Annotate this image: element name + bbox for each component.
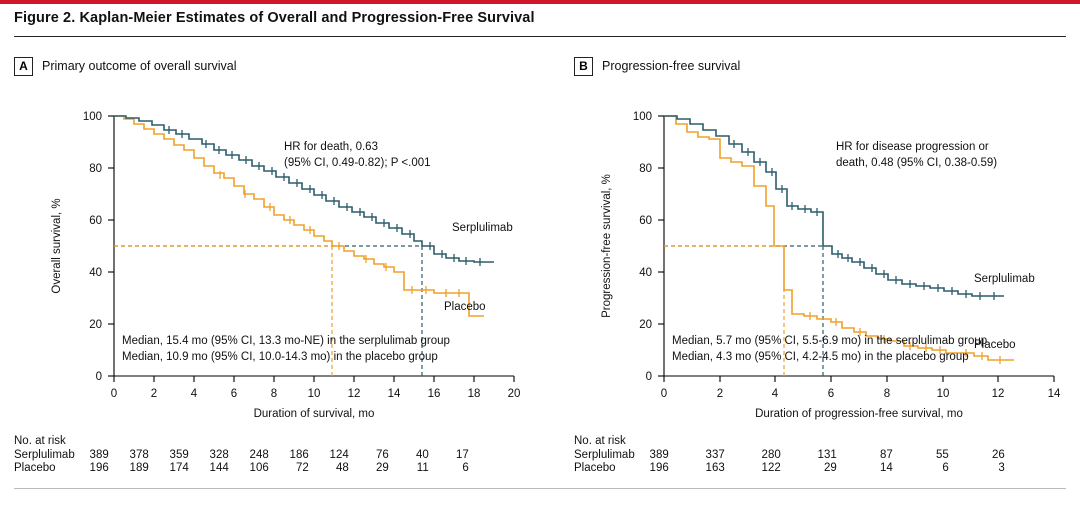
panel-a-letter: A [14,57,33,76]
panel-a-hr-line2: (95% CI, 0.49-0.82); P <.001 [284,157,431,169]
svg-text:10: 10 [307,388,321,400]
svg-text:Duration of progression-free s: Duration of progression-free survival, mo [755,408,963,420]
panel-a-y-axis [51,111,114,383]
panel-b-label: Progression-free survival [602,59,741,73]
svg-text:0: 0 [110,388,118,400]
panel-a-label: Primary outcome of overall survival [42,59,237,73]
risk-cell: 11 [416,462,429,474]
risk-row-label: Placebo [574,462,616,474]
panel-b-plot [574,76,1074,436]
panel-b-letter: B [574,57,593,76]
risk-cell: 17 [455,449,469,461]
svg-text:80: 80 [639,163,652,175]
panel-b-hr-line1: HR for disease progression or [836,141,989,153]
panel-b-risk-table [574,435,1074,475]
panel-b-median-line2: Median, 4.3 mo (95% CI, 4.2-4.5 mo) in the placebo group [672,351,969,363]
panel-b-serplulimab-label: Serplulimab [974,273,1035,285]
panel-a-median-line2: Median, 10.9 mo (95% CI, 10.0-14.3 mo) in the placebo group [122,351,438,363]
risk-cell: 196 [89,462,109,474]
risk-cell: 328 [209,449,229,461]
figure-title: Figure 2. Kaplan-Meier Estimates of Overall and Progression-Free Survival [14,10,535,26]
svg-text:6: 6 [827,388,835,400]
panel-b-x-axis [661,376,1061,420]
risk-cell: 87 [879,449,893,461]
svg-text:12: 12 [347,388,361,400]
panel-a-risk-title: No. at risk [14,435,66,447]
risk-cell: 389 [649,449,669,461]
risk-cell: 48 [335,462,349,474]
panel-a-risk-table [14,435,554,475]
panel-b-svg [574,76,1074,436]
svg-text:2: 2 [716,388,724,400]
table-row [574,462,1005,475]
panel-a-hr-line1: HR for death, 0.63 [284,141,378,153]
svg-text:Progression-free survival, %: Progression-free survival, % [601,174,613,318]
svg-text:80: 80 [89,163,102,175]
risk-cell: 72 [295,462,309,474]
risk-cell: 14 [879,462,893,474]
panel-b-risk-title: No. at risk [574,435,626,447]
risk-cell: 359 [169,449,189,461]
risk-cell: 186 [289,449,309,461]
panel-b-risk-grid [574,449,1005,475]
panel-b-y-axis [601,111,664,383]
risk-cell: 6 [462,462,469,474]
svg-text:6: 6 [230,388,238,400]
svg-text:40: 40 [639,267,652,279]
panel-a-svg [14,76,534,436]
risk-cell: 280 [761,449,781,461]
panel-a [14,56,534,436]
svg-text:60: 60 [639,215,652,227]
risk-row-label: Serplulimab [14,449,75,461]
svg-text:40: 40 [89,267,102,279]
table-row [14,462,469,475]
svg-text:20: 20 [507,388,521,400]
panel-b-header [574,56,1074,76]
svg-text:8: 8 [883,388,891,400]
risk-cell: 163 [705,462,725,474]
risk-cell: 3 [998,462,1005,474]
svg-text:100: 100 [82,111,102,123]
title-divider [14,36,1066,37]
risk-row-label: Placebo [14,462,56,474]
svg-text:14: 14 [387,388,401,400]
panel-a-placebo-censors [220,171,459,297]
risk-cell: 144 [209,462,229,474]
risk-cell: 174 [169,462,189,474]
svg-text:2: 2 [150,388,158,400]
risk-cell: 189 [129,462,149,474]
risk-cell: 29 [823,462,837,474]
risk-cell: 26 [991,449,1005,461]
svg-text:10: 10 [936,388,950,400]
risk-cell: 124 [329,449,349,461]
risk-row-label: Serplulimab [574,449,635,461]
top-accent-bar [0,0,1080,4]
risk-cell: 196 [649,462,669,474]
panel-a-x-axis [111,376,521,420]
svg-text:Duration of survival, mo: Duration of survival, mo [253,408,375,420]
table-row [14,449,469,462]
svg-text:60: 60 [89,215,102,227]
risk-cell: 76 [375,449,389,461]
risk-cell: 55 [935,449,949,461]
svg-text:20: 20 [639,319,652,331]
svg-text:8: 8 [270,388,278,400]
svg-text:100: 100 [632,111,652,123]
panel-b [574,56,1074,436]
svg-text:0: 0 [660,388,668,400]
panel-b-hr-line2: death, 0.48 (95% CI, 0.38-0.59) [836,157,998,169]
risk-cell: 248 [249,449,269,461]
risk-cell: 337 [705,449,725,461]
svg-text:4: 4 [190,388,198,400]
panel-a-serplulimab-label: Serplulimab [452,222,513,234]
panel-b-median-line1: Median, 5.7 mo (95% CI, 5.5-6.9 mo) in the serplulimab group [672,335,988,347]
risk-cell: 40 [415,449,429,461]
panel-a-serplulimab-curve [114,116,494,262]
bottom-divider [14,488,1066,489]
svg-text:0: 0 [645,371,652,383]
svg-text:12: 12 [991,388,1005,400]
svg-text:20: 20 [89,319,102,331]
risk-cell: 29 [375,462,389,474]
svg-text:4: 4 [771,388,779,400]
table-row [574,449,1005,462]
risk-cell: 122 [761,462,781,474]
svg-text:Overall survival, %: Overall survival, % [51,198,63,294]
risk-cell: 106 [249,462,269,474]
risk-cell: 131 [817,449,837,461]
risk-cell: 378 [129,449,149,461]
svg-text:16: 16 [427,388,441,400]
svg-text:0: 0 [95,371,102,383]
panel-b-placebo-label: Placebo [974,339,1016,351]
panel-a-median-line1: Median, 15.4 mo (95% CI, 13.3 mo-NE) in the serplulimab group [122,335,450,347]
panel-a-plot [14,76,534,436]
risk-cell: 389 [89,449,109,461]
svg-text:14: 14 [1047,388,1061,400]
risk-cell: 6 [942,462,949,474]
panel-a-header [14,56,534,76]
panel-a-risk-grid [14,449,469,475]
svg-text:18: 18 [467,388,481,400]
panel-a-placebo-label: Placebo [444,301,486,313]
